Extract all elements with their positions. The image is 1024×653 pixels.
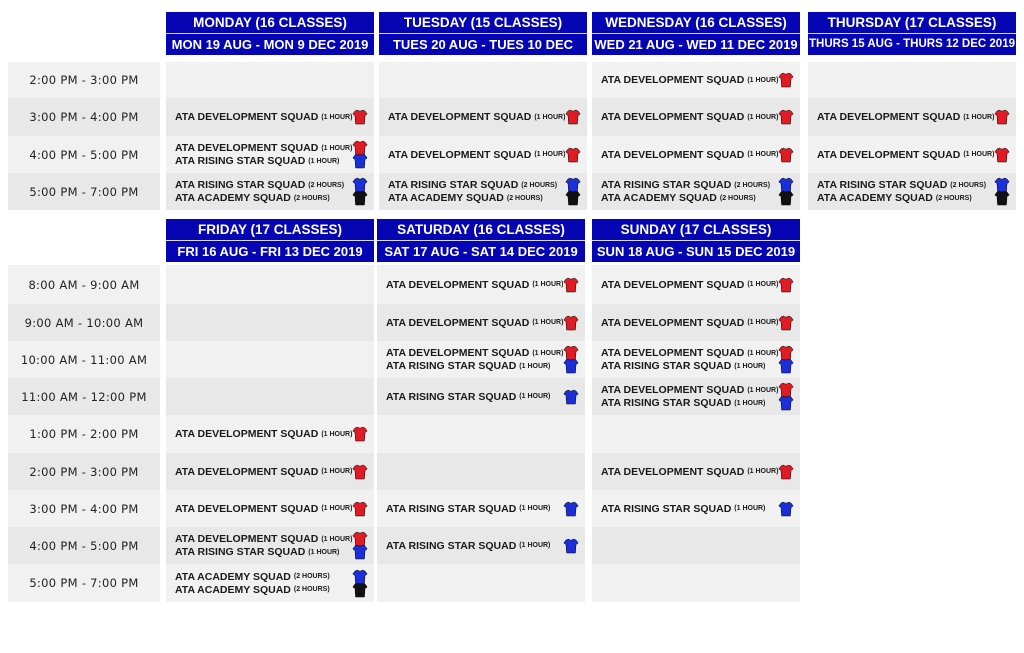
- red-shirt-icon: [778, 464, 794, 480]
- time-slot-label: 1:00 PM - 2:00 PM: [8, 415, 160, 453]
- class-entry: [386, 358, 579, 374]
- blue-shirt-icon: [778, 395, 794, 411]
- class-name: ATA DEVELOPMENT SQUAD: [175, 465, 319, 478]
- class-duration: (1 HOUR): [519, 542, 551, 549]
- class-duration: (1 HOUR): [321, 144, 353, 152]
- class-entry: [175, 582, 368, 598]
- class-duration: (1 HOUR): [747, 113, 779, 121]
- black-shirt-icon: [778, 190, 794, 206]
- schedule-cell: [377, 527, 585, 564]
- class-duration: (1 HOUR): [963, 151, 995, 158]
- schedule-cell: [166, 136, 374, 173]
- class-entry: [601, 358, 794, 374]
- blue-shirt-icon: [563, 389, 579, 405]
- class-duration: (1 HOUR): [747, 319, 779, 326]
- class-entry: [386, 501, 579, 517]
- class-duration: (1 HOUR): [308, 157, 340, 165]
- blue-shirt-icon: [778, 358, 794, 374]
- blue-shirt-icon: [563, 358, 579, 374]
- schedule-cell: [592, 490, 800, 527]
- class-duration: (1 HOUR): [734, 505, 766, 512]
- class-name: ATA DEVELOPMENT SQUAD: [817, 148, 961, 161]
- schedule-cell: [377, 265, 585, 304]
- schedule-cell: [592, 453, 800, 490]
- class-duration: (2 HOURS): [293, 573, 330, 580]
- day-title: FRIDAY (17 CLASSES): [166, 219, 374, 241]
- schedule-cell: [592, 415, 800, 453]
- schedule-cell: [592, 378, 800, 415]
- class-name: ATA ACADEMY SQUAD: [175, 192, 291, 204]
- class-entry: [386, 277, 579, 293]
- class-name: ATA DEVELOPMENT SQUAD: [817, 111, 961, 123]
- class-name: ATA DEVELOPMENT SQUAD: [601, 465, 745, 478]
- class-entry: [175, 544, 368, 560]
- time-slot-label: 3:00 PM - 4:00 PM: [8, 98, 160, 136]
- day-title: SUNDAY (17 CLASSES): [592, 219, 800, 241]
- class-duration: (2 HOURS): [734, 181, 771, 189]
- schedule-cell: [377, 490, 585, 527]
- schedule-cell: [592, 564, 800, 602]
- schedule-cell: [377, 453, 585, 490]
- red-shirt-icon: [994, 109, 1010, 125]
- day-title: MONDAY (16 CLASSES): [166, 12, 374, 34]
- schedule-cell: [377, 415, 585, 453]
- class-duration: (1 HOUR): [532, 319, 564, 326]
- schedule-cell: [808, 62, 1016, 98]
- time-slot-label: 3:00 PM - 4:00 PM: [8, 490, 160, 527]
- day-header: [166, 12, 374, 55]
- time-slot-label: 4:00 PM - 5:00 PM: [8, 136, 160, 173]
- time-slot-label: 10:00 AM - 11:00 AM: [8, 341, 160, 378]
- day-dates: SAT 17 AUG - SAT 14 DEC 2019: [384, 244, 578, 259]
- class-name: ATA DEVELOPMENT SQUAD: [175, 428, 319, 440]
- class-duration: (2 HOURS): [719, 194, 756, 202]
- class-duration: (1 HOUR): [534, 151, 566, 158]
- class-name: ATA DEVELOPMENT SQUAD: [601, 148, 745, 161]
- red-shirt-icon: [778, 109, 794, 125]
- class-entry: [388, 190, 581, 206]
- time-slot-label: 4:00 PM - 5:00 PM: [8, 527, 160, 564]
- class-entry: [388, 109, 581, 125]
- time-slot-label: 5:00 PM - 7:00 PM: [8, 564, 160, 602]
- class-duration: (1 HOUR): [321, 505, 353, 512]
- day-title: WEDNESDAY (16 CLASSES): [592, 12, 800, 34]
- day-header: [379, 12, 587, 55]
- class-entry: [601, 464, 794, 480]
- day-header: [592, 12, 800, 55]
- class-name: ATA RISING STAR SQUAD: [601, 397, 732, 409]
- class-duration: (2 HOURS): [293, 586, 330, 593]
- class-name: ATA DEVELOPMENT SQUAD: [175, 502, 319, 515]
- class-entry: [601, 501, 794, 517]
- class-name: ATA DEVELOPMENT SQUAD: [386, 316, 530, 329]
- class-entry: [601, 395, 794, 411]
- schedule-cell: [377, 378, 585, 415]
- schedule-cell: [166, 304, 374, 341]
- red-shirt-icon: [352, 464, 368, 480]
- schedule-cell: [379, 62, 587, 98]
- class-name: ATA RISING STAR SQUAD: [388, 179, 519, 191]
- schedule-cell: [166, 564, 374, 602]
- blue-shirt-icon: [352, 544, 368, 560]
- class-entry: [175, 501, 368, 517]
- class-name: ATA DEVELOPMENT SQUAD: [601, 316, 745, 329]
- day-title: TUESDAY (15 CLASSES): [379, 12, 587, 34]
- day-dates: FRI 16 AUG - FRI 13 DEC 2019: [177, 244, 363, 259]
- schedule-cell: [592, 136, 800, 173]
- class-entry: [175, 464, 368, 480]
- schedule-cell: [166, 98, 374, 136]
- class-name: ATA DEVELOPMENT SQUAD: [601, 384, 745, 396]
- class-duration: (1 HOUR): [321, 113, 353, 121]
- schedule-cell: [377, 564, 585, 602]
- class-name: ATA DEVELOPMENT SQUAD: [388, 111, 532, 123]
- schedule-cell: [808, 173, 1016, 210]
- red-shirt-icon: [994, 147, 1010, 163]
- day-header: [808, 12, 1016, 55]
- class-name: ATA DEVELOPMENT SQUAD: [601, 74, 745, 86]
- class-name: ATA DEVELOPMENT SQUAD: [175, 533, 319, 545]
- class-name: ATA RISING STAR SQUAD: [386, 360, 517, 372]
- day-header: [592, 219, 800, 262]
- class-entry: [601, 109, 794, 125]
- class-duration: (1 HOUR): [321, 535, 353, 543]
- class-entry: [817, 147, 1010, 163]
- schedule-cell: [166, 527, 374, 564]
- class-name: ATA RISING STAR SQUAD: [175, 155, 306, 167]
- class-entry: [601, 315, 794, 331]
- class-entry: [601, 72, 794, 88]
- schedule-cell: [166, 490, 374, 527]
- class-duration: (1 HOUR): [519, 505, 551, 512]
- class-duration: (1 HOUR): [747, 386, 779, 394]
- class-duration: (1 HOUR): [747, 76, 779, 84]
- class-name: ATA ACADEMY SQUAD: [175, 570, 291, 583]
- class-entry: [175, 190, 368, 206]
- time-slot-label: 2:00 PM - 3:00 PM: [8, 453, 160, 490]
- red-shirt-icon: [565, 147, 581, 163]
- schedule-cell: [166, 378, 374, 415]
- schedule-cell: [592, 304, 800, 341]
- schedule-cell: [166, 415, 374, 453]
- class-name: ATA RISING STAR SQUAD: [601, 360, 732, 372]
- class-duration: (1 HOUR): [747, 468, 779, 475]
- class-duration: (1 HOUR): [519, 393, 551, 400]
- class-name: ATA ACADEMY SQUAD: [175, 583, 291, 596]
- class-duration: (1 HOUR): [321, 468, 353, 475]
- class-name: ATA DEVELOPMENT SQUAD: [175, 111, 319, 123]
- day-dates: TUES 20 AUG - TUES 10 DEC: [392, 37, 574, 52]
- class-name: ATA RISING STAR SQUAD: [601, 179, 732, 191]
- class-duration: (2 HOURS): [950, 181, 987, 189]
- class-name: ATA DEVELOPMENT SQUAD: [601, 111, 745, 123]
- red-shirt-icon: [352, 501, 368, 517]
- class-duration: (1 HOUR): [532, 281, 564, 288]
- class-duration: (1 HOUR): [532, 349, 564, 357]
- class-name: ATA ACADEMY SQUAD: [388, 192, 504, 204]
- class-duration: (1 HOUR): [519, 362, 551, 370]
- blue-shirt-icon: [778, 501, 794, 517]
- class-duration: (1 HOUR): [747, 151, 779, 158]
- time-slot-label: 2:00 PM - 3:00 PM: [8, 62, 160, 98]
- class-duration: (2 HOURS): [308, 181, 345, 189]
- red-shirt-icon: [352, 109, 368, 125]
- class-entry: [175, 426, 368, 442]
- schedule-cell: [808, 136, 1016, 173]
- class-entry: [817, 109, 1010, 125]
- day-dates: WED 21 AUG - WED 11 DEC 2019: [594, 37, 798, 52]
- class-name: ATA RISING STAR SQUAD: [175, 179, 306, 191]
- blue-shirt-icon: [352, 153, 368, 169]
- class-name: ATA ACADEMY SQUAD: [601, 192, 717, 204]
- schedule-cell: [377, 341, 585, 378]
- schedule-cell: [166, 265, 374, 304]
- red-shirt-icon: [778, 72, 794, 88]
- red-shirt-icon: [565, 109, 581, 125]
- schedule-cell: [379, 98, 587, 136]
- class-duration: (1 HOUR): [747, 349, 779, 357]
- class-duration: (1 HOUR): [734, 362, 766, 370]
- red-shirt-icon: [563, 315, 579, 331]
- class-name: ATA RISING STAR SQUAD: [817, 179, 948, 191]
- red-shirt-icon: [563, 277, 579, 293]
- class-entry: [175, 109, 368, 125]
- class-duration: (2 HOURS): [293, 194, 330, 202]
- day-header: [377, 219, 585, 262]
- time-slot-label: 8:00 AM - 9:00 AM: [8, 265, 160, 304]
- day-header: [166, 219, 374, 262]
- class-duration: (1 HOUR): [734, 399, 766, 407]
- schedule-cell: [592, 527, 800, 564]
- red-shirt-icon: [778, 315, 794, 331]
- class-entry: [386, 538, 579, 554]
- schedule-cell: [166, 173, 374, 210]
- day-dates: MON 19 AUG - MON 9 DEC 2019: [171, 37, 369, 52]
- schedule-cell: [592, 98, 800, 136]
- class-name: ATA RISING STAR SQUAD: [386, 539, 517, 552]
- time-slot-label: 11:00 AM - 12:00 PM: [8, 378, 160, 415]
- day-title: SATURDAY (16 CLASSES): [377, 219, 585, 241]
- class-name: ATA DEVELOPMENT SQUAD: [601, 278, 745, 291]
- class-entry: [386, 389, 579, 405]
- time-slot-label: 5:00 PM - 7:00 PM: [8, 173, 160, 210]
- class-name: ATA ACADEMY SQUAD: [817, 192, 933, 204]
- schedule-cell: [166, 341, 374, 378]
- class-duration: (1 HOUR): [747, 281, 779, 288]
- class-entry: [601, 190, 794, 206]
- class-entry: [388, 147, 581, 163]
- class-duration: (2 HOURS): [506, 194, 543, 202]
- red-shirt-icon: [352, 426, 368, 442]
- red-shirt-icon: [778, 277, 794, 293]
- black-shirt-icon: [565, 190, 581, 206]
- class-name: ATA RISING STAR SQUAD: [175, 546, 306, 558]
- day-title: THURSDAY (17 CLASSES): [808, 12, 1016, 34]
- class-entry: [175, 153, 368, 169]
- black-shirt-icon: [352, 190, 368, 206]
- schedule-cell: [592, 265, 800, 304]
- schedule-cell: [166, 62, 374, 98]
- class-name: ATA RISING STAR SQUAD: [386, 390, 517, 403]
- class-entry: [386, 315, 579, 331]
- schedule-cell: [379, 173, 587, 210]
- class-duration: (2 HOURS): [935, 194, 972, 202]
- class-entry: [601, 277, 794, 293]
- class-name: ATA DEVELOPMENT SQUAD: [386, 278, 530, 291]
- time-slot-label: 9:00 AM - 10:00 AM: [8, 304, 160, 341]
- class-duration: (1 HOUR): [321, 430, 353, 438]
- schedule-cell: [808, 98, 1016, 136]
- schedule-cell: [166, 453, 374, 490]
- schedule-cell: [377, 304, 585, 341]
- class-duration: (1 HOUR): [534, 113, 566, 121]
- schedule-cell: [379, 136, 587, 173]
- class-name: ATA DEVELOPMENT SQUAD: [386, 347, 530, 359]
- schedule-cell: [592, 341, 800, 378]
- blue-shirt-icon: [563, 501, 579, 517]
- class-entry: [817, 190, 1010, 206]
- red-shirt-icon: [778, 147, 794, 163]
- day-dates: SUN 18 AUG - SUN 15 DEC 2019: [596, 244, 796, 259]
- day-dates: THURS 15 AUG - THURS 12 DEC 2019: [809, 38, 1015, 50]
- class-name: ATA DEVELOPMENT SQUAD: [175, 142, 319, 154]
- black-shirt-icon: [994, 190, 1010, 206]
- class-name: ATA DEVELOPMENT SQUAD: [601, 347, 745, 359]
- class-duration: (2 HOURS): [521, 181, 558, 189]
- black-shirt-icon: [352, 582, 368, 598]
- class-name: ATA RISING STAR SQUAD: [386, 502, 517, 515]
- class-name: ATA DEVELOPMENT SQUAD: [388, 148, 532, 161]
- class-name: ATA RISING STAR SQUAD: [601, 502, 732, 515]
- schedule-cell: [592, 62, 800, 98]
- class-entry: [601, 147, 794, 163]
- class-duration: (1 HOUR): [308, 548, 340, 556]
- schedule-cell: [592, 173, 800, 210]
- blue-shirt-icon: [563, 538, 579, 554]
- class-duration: (1 HOUR): [963, 113, 995, 121]
